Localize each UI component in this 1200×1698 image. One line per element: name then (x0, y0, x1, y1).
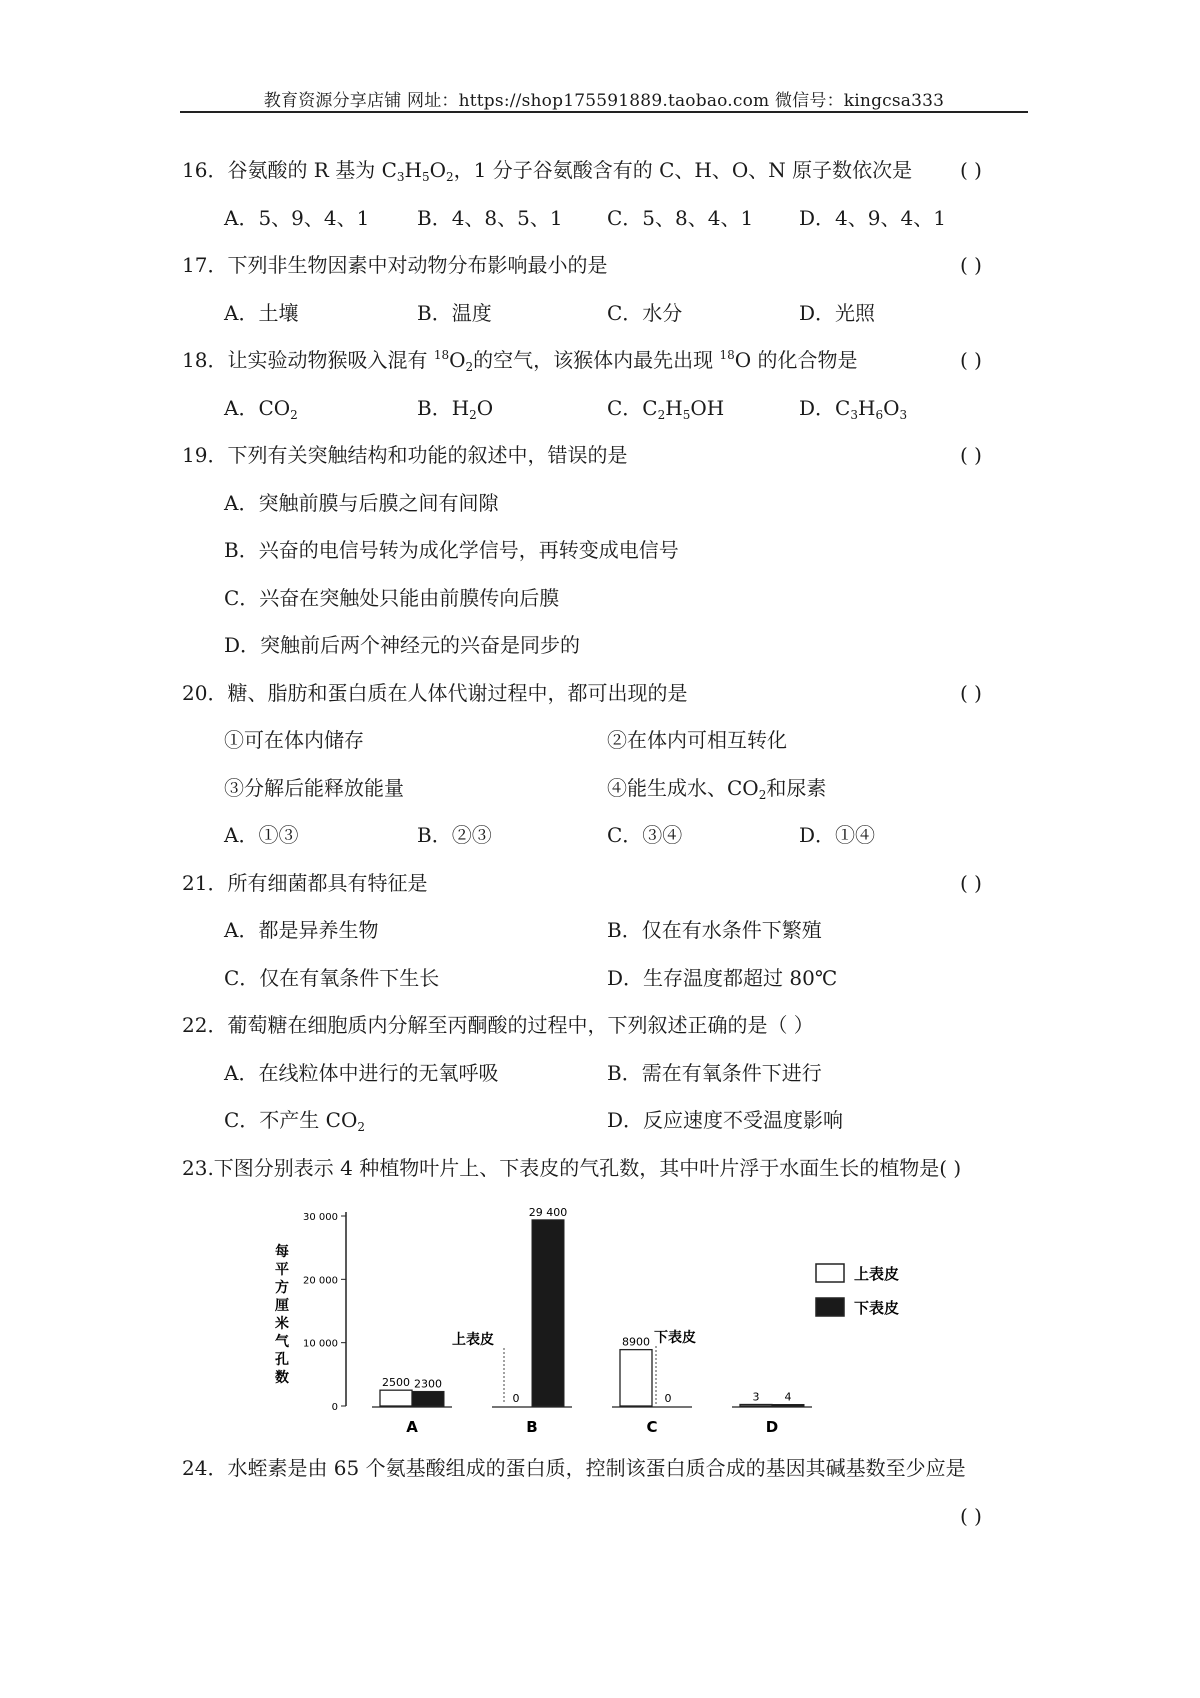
data-label-upper: 3 (752, 1390, 760, 1404)
data-label-lower: 4 (784, 1390, 792, 1404)
annotation-upper-b: 上表皮 (452, 1332, 494, 1348)
bar-upper (620, 1350, 652, 1406)
header-rule (180, 111, 1028, 113)
q20-option-a: A．①③ (224, 823, 299, 847)
question-17-stem: 17．下列非生物因素中对动物分布影响最小的是 (182, 253, 608, 277)
y-axis-label-char: 平 (275, 1262, 289, 1278)
legend-swatch-upper (816, 1264, 844, 1282)
q20-item-4: ④能生成水、$CO_2$和尿素 (607, 776, 827, 802)
q20-option-d: D．①④ (799, 823, 876, 847)
q18-option-c: C．$C_2H_5OH$ (607, 396, 725, 422)
legend-label-upper: 上表皮 (854, 1265, 900, 1283)
legend-swatch-lower (816, 1298, 844, 1316)
question-21-stem: 21．所有细菌都具有特征是 (182, 871, 428, 895)
answer-bracket-18: ( ) (960, 348, 982, 372)
q22-option-d: D．反应速度不受温度影响 (607, 1108, 844, 1132)
q16-option-d: D．4、9、4、1 (799, 206, 946, 230)
answer-bracket-20: ( ) (960, 681, 982, 705)
question-16-stem: 16．谷氨酸的 R 基为 $C_3H_5O_2$，1 分子谷氨酸含有的 C、H、O、N 原子数依次是 (182, 158, 913, 184)
category-label: C (646, 1418, 658, 1436)
q21-option-b: B．仅在有水条件下繁殖 (607, 918, 822, 942)
y-axis-label-char: 厘 (275, 1298, 289, 1314)
q16-option-c: C．5、8、4、1 (607, 206, 754, 230)
question-19-stem: 19．下列有关突触结构和功能的叙述中，错误的是 (182, 443, 628, 467)
bar-lower (772, 1405, 804, 1407)
category-label: B (526, 1418, 538, 1436)
y-axis-label-char: 气 (275, 1334, 289, 1350)
q22-option-c: C．不产生 $CO_2$ (224, 1108, 365, 1134)
q18-option-d: D．$C_3H_6O_3$ (799, 396, 908, 422)
q17-option-b: B．温度 (417, 301, 492, 325)
q21-option-d: D．生存温度都超过 80℃ (607, 966, 838, 990)
q17-option-c: C．水分 (607, 301, 683, 325)
q20-item-3: ③分解后能释放能量 (224, 776, 404, 800)
page-header: 教育资源分享店铺 网址：https://shop175591889.taobao.com 微信号：kingcsa333 (263, 91, 945, 111)
answer-bracket-17: ( ) (960, 253, 982, 277)
q19-option-b: B．兴奋的电信号转为成化学信号，再转变成电信号 (224, 538, 679, 562)
q22-option-a: A．在线粒体中进行的无氧呼吸 (224, 1061, 499, 1085)
y-tick-label: 30 000 (303, 1212, 338, 1223)
q19-option-d: D．突触前后两个神经元的兴奋是同步的 (224, 633, 581, 657)
stomata-bar-chart (268, 1200, 928, 1440)
y-axis-label-char: 每 (275, 1244, 289, 1260)
y-axis-label-char: 方 (275, 1280, 289, 1296)
y-axis-label-char: 孔 (275, 1352, 289, 1368)
answer-bracket-21: ( ) (960, 871, 982, 895)
data-label-lower: 29 400 (528, 1205, 568, 1219)
y-axis-label-char: 米 (275, 1316, 289, 1332)
annotation-lower-c: 下表皮 (654, 1330, 696, 1346)
question-23-stem: 23.下图分别表示 4 种植物叶片上、下表皮的气孔数，其中叶片浮于水面生长的植物是( ) (182, 1156, 962, 1180)
data-label-lower: 0 (664, 1392, 672, 1405)
question-24-stem: 24．水蛭素是由 65 个氨基酸组成的蛋白质，控制该蛋白质合成的基因其碱基数至少应是 (182, 1456, 966, 1480)
y-tick-label: 10 000 (303, 1338, 338, 1350)
q16-option-b: B．4、8、5、1 (417, 206, 563, 230)
answer-bracket-16: ( ) (960, 158, 982, 182)
question-18-stem: 18．让实验动物猴吸入混有 $^{18}O_2$的空气，该猴体内最先出现 $^{18}$O 的化合物是 (182, 348, 858, 374)
y-tick-label: 0 (331, 1402, 338, 1413)
bar-lower (532, 1220, 564, 1406)
q17-option-a: A．土壤 (224, 301, 299, 325)
data-label-lower: 2300 (414, 1377, 442, 1391)
answer-bracket-24: ( ) (960, 1504, 982, 1528)
data-label-upper: 2500 (382, 1376, 410, 1390)
q17-option-d: D．光照 (799, 301, 876, 325)
question-22-stem: 22．葡萄糖在细胞质内分解至丙酮酸的过程中，下列叙述正确的是（ ） (182, 1013, 814, 1037)
category-label: A (406, 1418, 418, 1436)
q21-option-c: C．仅在有氧条件下生长 (224, 966, 440, 990)
bar-lower (412, 1391, 444, 1406)
bar-upper (740, 1405, 772, 1407)
q22-option-b: B．需在有氧条件下进行 (607, 1061, 822, 1085)
q19-option-c: C．兴奋在突触处只能由前膜传向后膜 (224, 586, 560, 610)
q20-option-c: C．③④ (607, 823, 683, 847)
data-label-upper: 8900 (622, 1335, 650, 1349)
answer-bracket-19: ( ) (960, 443, 982, 467)
question-20-stem: 20．糖、脂肪和蛋白质在人体代谢过程中，都可出现的是 (182, 681, 688, 705)
q16-option-a: A．5、9、4、1 (224, 206, 370, 230)
legend-label-lower: 下表皮 (854, 1299, 900, 1317)
q18-option-a: A．$CO_2$ (224, 396, 298, 422)
q18-option-b: B．$H_2O$ (417, 396, 494, 422)
bar-upper (380, 1390, 412, 1406)
q20-option-b: B．②③ (417, 823, 492, 847)
q21-option-a: A．都是异养生物 (224, 918, 379, 942)
data-label-upper: 0 (512, 1392, 520, 1405)
q19-option-a: A．突触前膜与后膜之间有间隙 (224, 491, 499, 515)
y-axis-label-char: 数 (275, 1370, 289, 1386)
q20-item-2: ②在体内可相互转化 (607, 728, 787, 752)
q20-item-1: ①可在体内储存 (224, 728, 364, 752)
category-label: D (765, 1418, 779, 1436)
y-tick-label: 20 000 (303, 1275, 338, 1287)
